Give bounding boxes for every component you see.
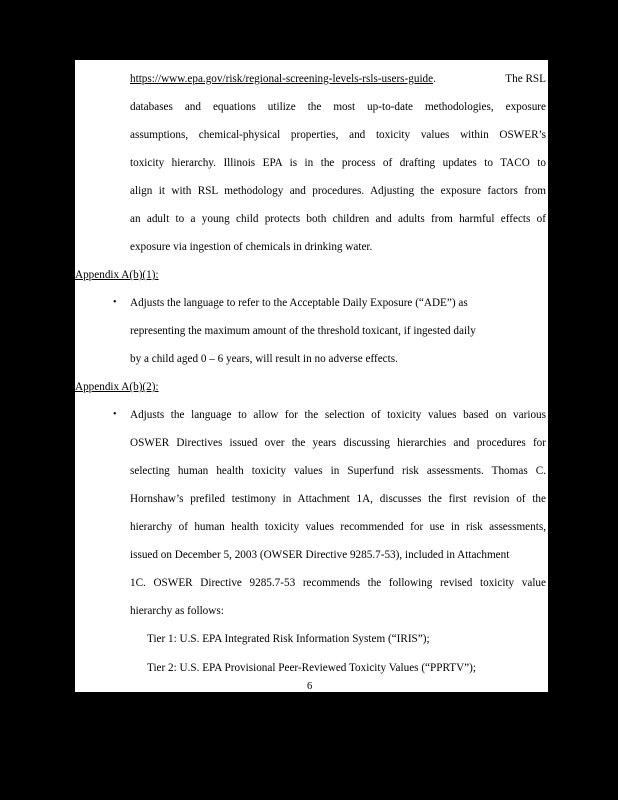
section2-line-5: hierarchy of human health toxicity values recommended for use in risk assessments, xyxy=(130,521,546,533)
section-heading-a-b-1: Appendix A(b)(1): xyxy=(75,269,159,281)
section1-line-1: Adjusts the language to refer to the Acceptable Daily Exposure (“ADE”) as xyxy=(130,297,468,309)
section2-line-1: Adjusts the language to allow for the selection of toxicity values based on various xyxy=(130,409,546,421)
tier-2: Tier 2: U.S. EPA Provisional Peer-Reviewed Toxicity Values (“PPRTV”); xyxy=(147,662,476,674)
section2-line-7: 1C. OSWER Directive 9285.7-53 recommends the following revised toxicity value xyxy=(130,577,546,589)
tier-1: Tier 1: U.S. EPA Integrated Risk Information System (“IRIS”); xyxy=(147,633,430,645)
section2-line-6: issued on December 5, 2003 (OWSER Directive 9285.7-53), included in Attachment xyxy=(130,549,510,561)
section-heading-a-b-2: Appendix A(b)(2): xyxy=(75,381,159,393)
section2-line-4: Hornshaw’s prefiled testimony in Attachment 1A, discusses the first revision of the xyxy=(130,493,546,505)
intro-line-3: assumptions, chemical-physical properties, and toxicity values within OSWER’s xyxy=(130,129,546,141)
intro-line-4: toxicity hierarchy. Illinois EPA is in the process of drafting updates to TACO to xyxy=(130,157,546,169)
intro-line-1-tail: The RSL xyxy=(505,73,546,85)
section1-line-2: representing the maximum amount of the threshold toxicant, if ingested daily xyxy=(130,325,476,337)
intro-line-1: https://www.epa.gov/risk/regional-screening-levels-rsls-users-guide. The RSL xyxy=(130,73,546,85)
document-page xyxy=(75,60,548,692)
intro-line-2: databases and equations utilize the most up-to-date methodologies, exposure xyxy=(130,101,546,113)
section2-line-3: selecting human health toxicity values in Superfund risk assessments. Thomas C. xyxy=(130,465,546,477)
users-guide-link[interactable]: https://www.epa.gov/risk/regional-screening-levels-rsls-users-guide xyxy=(130,73,434,85)
section2-line-8: hierarchy as follows: xyxy=(130,605,224,617)
section1-line-3: by a child aged 0 – 6 years, will result in no adverse effects. xyxy=(130,353,398,365)
section2-line-2: OSWER Directives issued over the years discussing hierarchies and procedures for xyxy=(130,437,546,449)
page-number: 6 xyxy=(307,681,313,692)
bullet-icon: • xyxy=(113,409,117,420)
bullet-icon: • xyxy=(113,297,117,308)
intro-line-6: an adult to a young child protects both children and adults from harmful effects of xyxy=(130,213,546,225)
intro-line-7: exposure via ingestion of chemicals in drinking water. xyxy=(130,241,373,253)
intro-line-5: align it with RSL methodology and procedures. Adjusting the exposure factors from xyxy=(130,185,546,197)
